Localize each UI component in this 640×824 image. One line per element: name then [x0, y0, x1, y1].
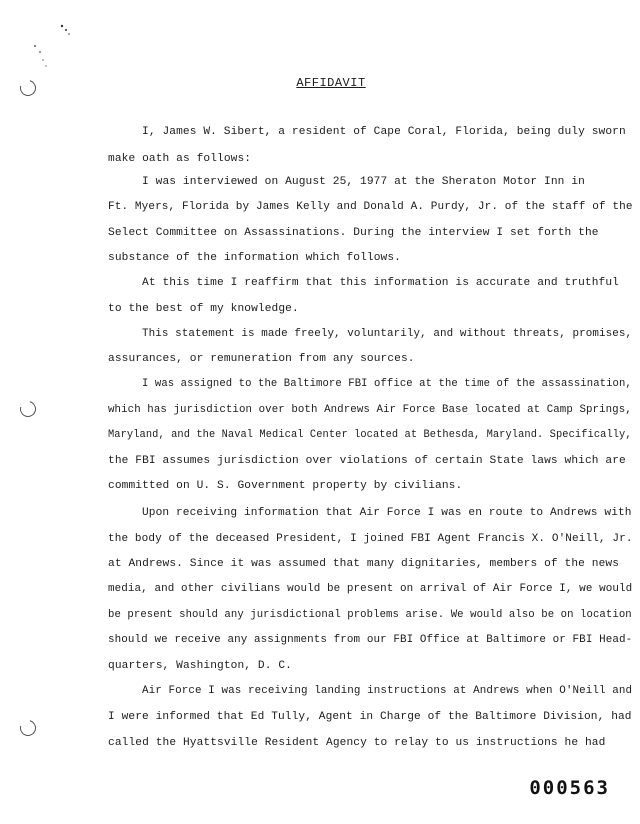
text-line: I, James W. Sibert, a resident of Cape Coral, Florida, being duly sworn [142, 126, 626, 138]
text-line: at Andrews. Since it was assumed that many dignitaries, members of the news [108, 558, 620, 570]
text-line: quarters, Washington, D. C. [108, 660, 292, 672]
text-line: I was interviewed on August 25, 1977 at the Sheraton Motor Inn in [142, 176, 585, 188]
bates-number: 000563 [529, 777, 610, 799]
text-line: I was assigned to the Baltimore FBI office at the time of the assassination, [142, 378, 632, 390]
text-line: This statement is made freely, voluntarily, and without threats, promises, [142, 328, 633, 340]
text-line: make oath as follows: [108, 153, 252, 165]
text-line: which has jurisdiction over both Andrews Air Force Base located at Camp Springs, [108, 404, 632, 416]
text-line: At this time I reaffirm that this information is accurate and truthful [142, 277, 619, 289]
text-line: assurances, or remuneration from any sources. [108, 353, 415, 365]
text-line: I were informed that Ed Tully, Agent in Charge of the Baltimore Division, had [108, 711, 632, 723]
text-line: called the Hyattsville Resident Agency to relay to us instructions he had [108, 737, 606, 749]
text-line: Upon receiving information that Air Force I was en route to Andrews with [142, 507, 632, 519]
punch-hole-mark [17, 398, 39, 420]
text-line: Select Committee on Assassinations. During the interview I set forth the [108, 227, 599, 239]
text-line: Air Force I was receiving landing instructions at Andrews when O'Neill and [142, 685, 633, 697]
text-line: substance of the information which follows. [108, 252, 401, 264]
text-line: be present should any jurisdictional problems arise. We would also be on location [108, 609, 632, 621]
document-title: AFFIDAVIT [296, 76, 366, 90]
text-line: the FBI assumes jurisdiction over violations of certain State laws which are [108, 455, 626, 467]
text-line: the body of the deceased President, I joined FBI Agent Francis X. O'Neill, Jr. [108, 533, 633, 545]
text-line: media, and other civilians would be present on arrival of Air Force I, we would [108, 583, 633, 595]
text-line: should we receive any assignments from our FBI Office at Baltimore or FBI Head- [108, 634, 633, 646]
text-line: Ft. Myers, Florida by James Kelly and Donald A. Purdy, Jr. of the staff of the [108, 201, 633, 213]
scan-specks [32, 22, 72, 72]
text-line: to the best of my knowledge. [108, 303, 299, 315]
punch-hole-mark [17, 717, 39, 739]
text-line: committed on U. S. Government property by civilians. [108, 480, 463, 492]
text-line: Maryland, and the Naval Medical Center located at Bethesda, Maryland. Specifically, [108, 429, 632, 441]
